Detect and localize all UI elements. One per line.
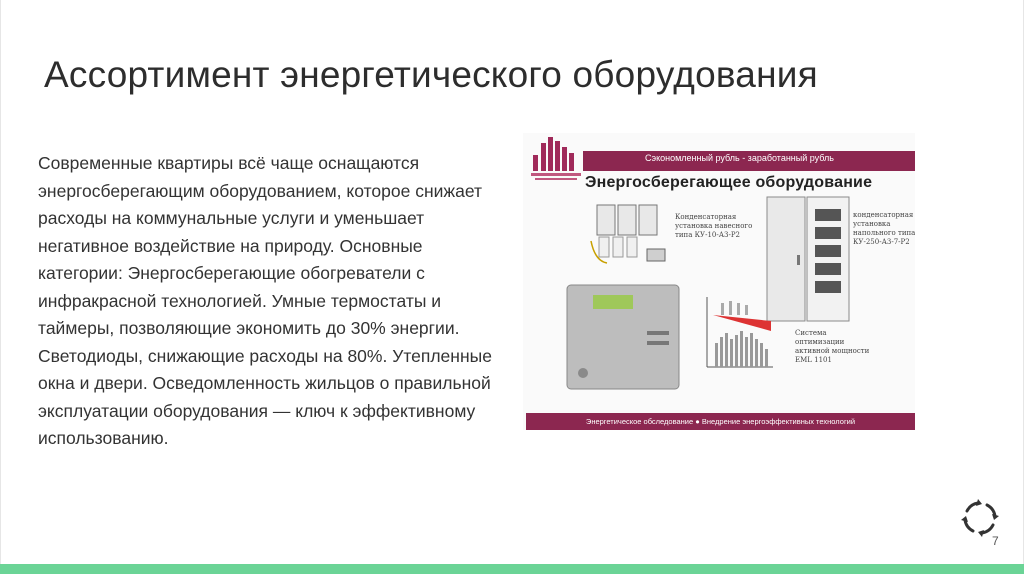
slide-edge-left: [0, 0, 1, 574]
company-logo: [529, 135, 583, 183]
wall-capacitor-unit: [587, 201, 673, 271]
eml-chart-thumbnail: [701, 293, 775, 375]
caption-floor-unit: конденсаторная установка напольного типа КУ-250-А3-7-Р2: [853, 211, 915, 246]
slide-title: Ассортимент энергетического оборудования: [44, 54, 818, 95]
caption-wall-unit: Конденсаторная установка навесного типа КУ-10-А3-Р2: [675, 213, 753, 239]
image-banner-text: Сэкономленный рубль - заработанный рубль: [645, 153, 834, 163]
image-subtitle: Энергосберегающее оборудование: [585, 174, 873, 191]
image-banner: [583, 151, 915, 171]
caption-eml: Система оптимизации активной мощности EML 1101: [795, 329, 870, 364]
slide-body-text: Современные квартиры всё чаще оснащаются энергосберегающим оборудованием, которое снижает расходы на коммунальные услуги и уменьшает негативное воздействие на природу. Основные категории: Энергосберегающие обогреватели с инфракрасной технологией. Умные термостаты и таймеры, позволяющие экономить до 30% энергии. Светодиоды, снижающие расходы на 80%. Утепленные окна и двери. Осведомленность жильцов о правильной эксплуатации оборудования — ключ к эффективному использованию.: [38, 153, 492, 448]
equipment-image: [523, 133, 915, 430]
eml-controller: [563, 281, 683, 393]
image-footer: Энергетическое обследование ● Внедрение энергоэффективных технологий: [526, 413, 915, 430]
page-number: 7: [992, 534, 999, 548]
floor-capacitor-cabinet: [763, 195, 855, 325]
accent-bar: [0, 564, 1024, 574]
